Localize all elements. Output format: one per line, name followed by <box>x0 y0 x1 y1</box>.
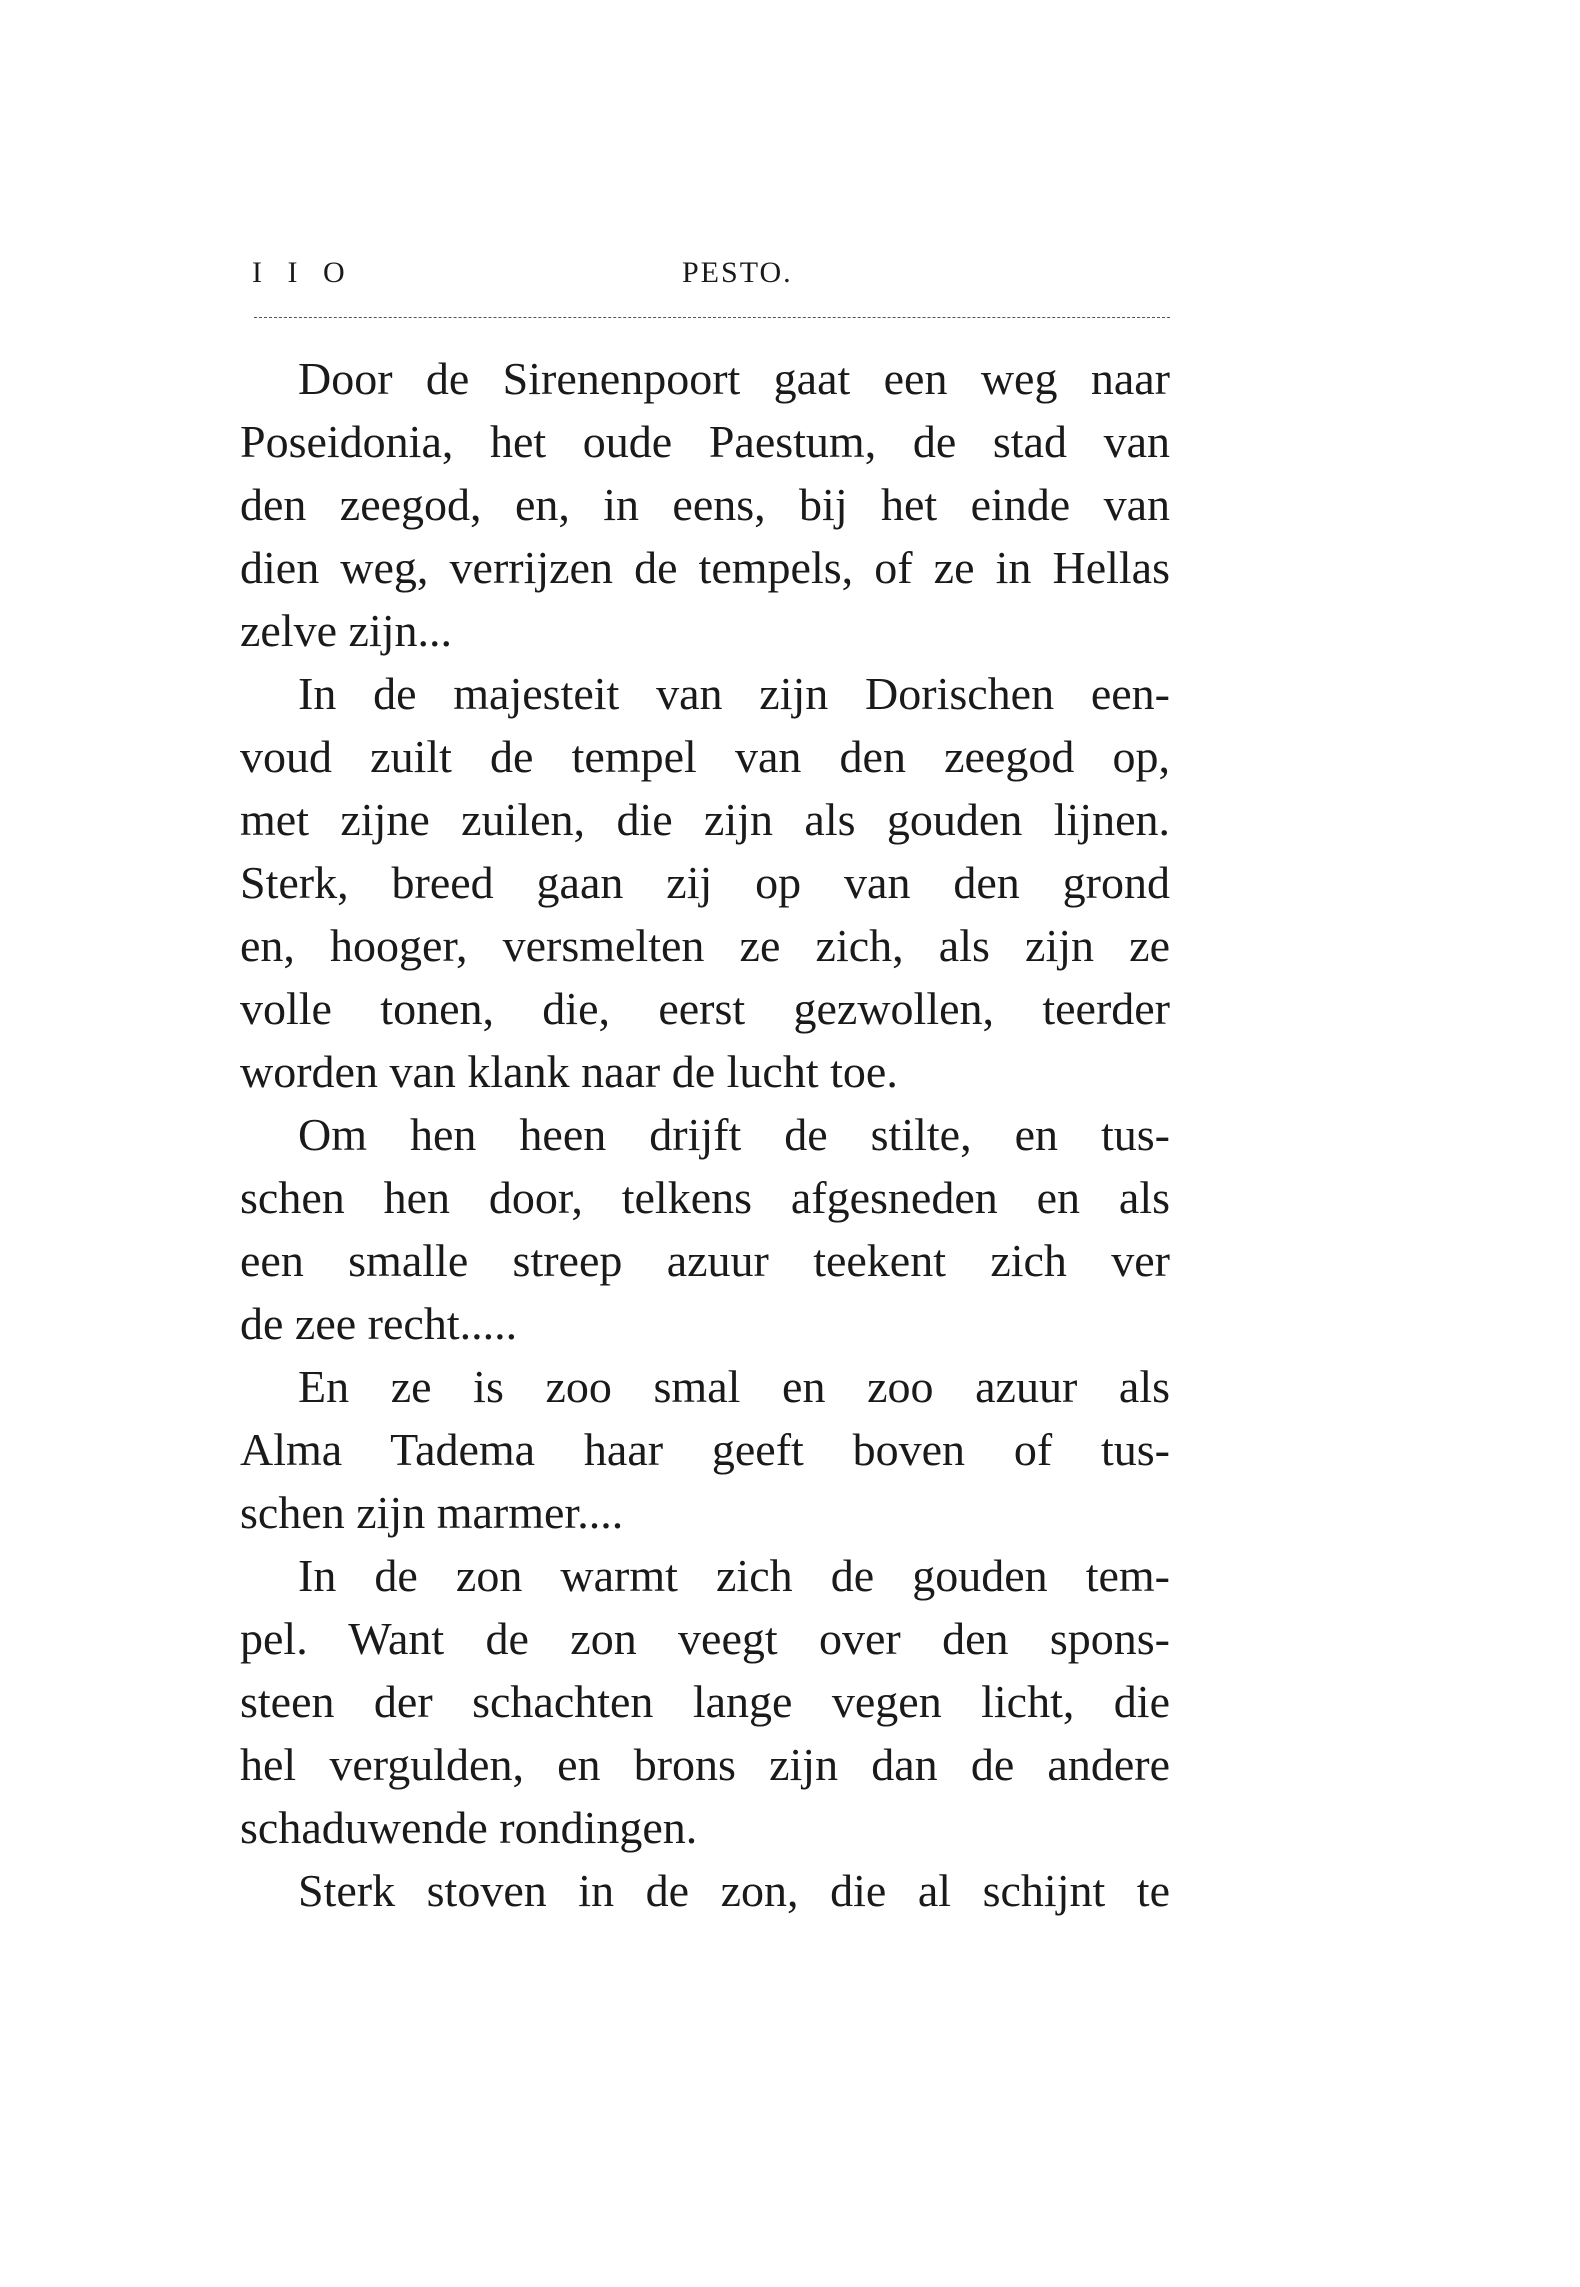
page-number: I I O <box>252 256 354 289</box>
text-line: den zeegod, en, in eens, bij het einde van <box>240 479 1170 530</box>
text-line: En ze is zoo smal en zoo azuur als <box>298 1361 1170 1412</box>
text-line: de zee recht..... <box>240 1298 518 1349</box>
text-line: steen der schachten lange vegen licht, die <box>240 1676 1170 1727</box>
text-line: schen hen door, telkens afgesneden en als <box>240 1172 1170 1223</box>
text-line: Sterk stoven in de zon, die al schijnt te <box>298 1865 1170 1916</box>
text-line: zelve zijn... <box>240 605 453 656</box>
text-line: schaduwende rondingen. <box>240 1802 698 1853</box>
text-line: In de majesteit van zijn Dorischen een- <box>298 668 1170 719</box>
text-line: dien weg, verrijzen de tempels, of ze in Hellas <box>240 542 1170 593</box>
text-line: Sterk, breed gaan zij op van den grond <box>240 857 1170 908</box>
running-title: PESTO. <box>682 256 793 289</box>
text-line: volle tonen, die, eerst gezwollen, teerder <box>240 983 1170 1034</box>
text-line: voud zuilt de tempel van den zeegod op, <box>240 731 1170 782</box>
text-line: hel vergulden, en brons zijn dan de andere <box>240 1739 1170 1790</box>
text-line: Alma Tadema haar geeft boven of tus- <box>240 1424 1170 1475</box>
text-line: Door de Sirenenpoort gaat een weg naar <box>298 353 1170 404</box>
text-line: worden van klank naar de lucht toe. <box>240 1046 898 1097</box>
text-line: een smalle streep azuur teekent zich ver <box>240 1235 1170 1286</box>
text-line: en, hooger, versmelten ze zich, als zijn ze <box>240 920 1170 971</box>
text-line: In de zon warmt zich de gouden tem- <box>298 1550 1170 1601</box>
text-line: Om hen heen drijft de stilte, en tus- <box>298 1109 1170 1160</box>
text-line: Poseidonia, het oude Paestum, de stad van <box>240 416 1170 467</box>
text-line: met zijne zuilen, die zijn als gouden lijnen. <box>240 794 1170 845</box>
header-rule <box>254 317 1170 318</box>
text-line: pel. Want de zon veegt over den spons- <box>240 1613 1170 1664</box>
text-line: schen zijn marmer.... <box>240 1487 624 1538</box>
